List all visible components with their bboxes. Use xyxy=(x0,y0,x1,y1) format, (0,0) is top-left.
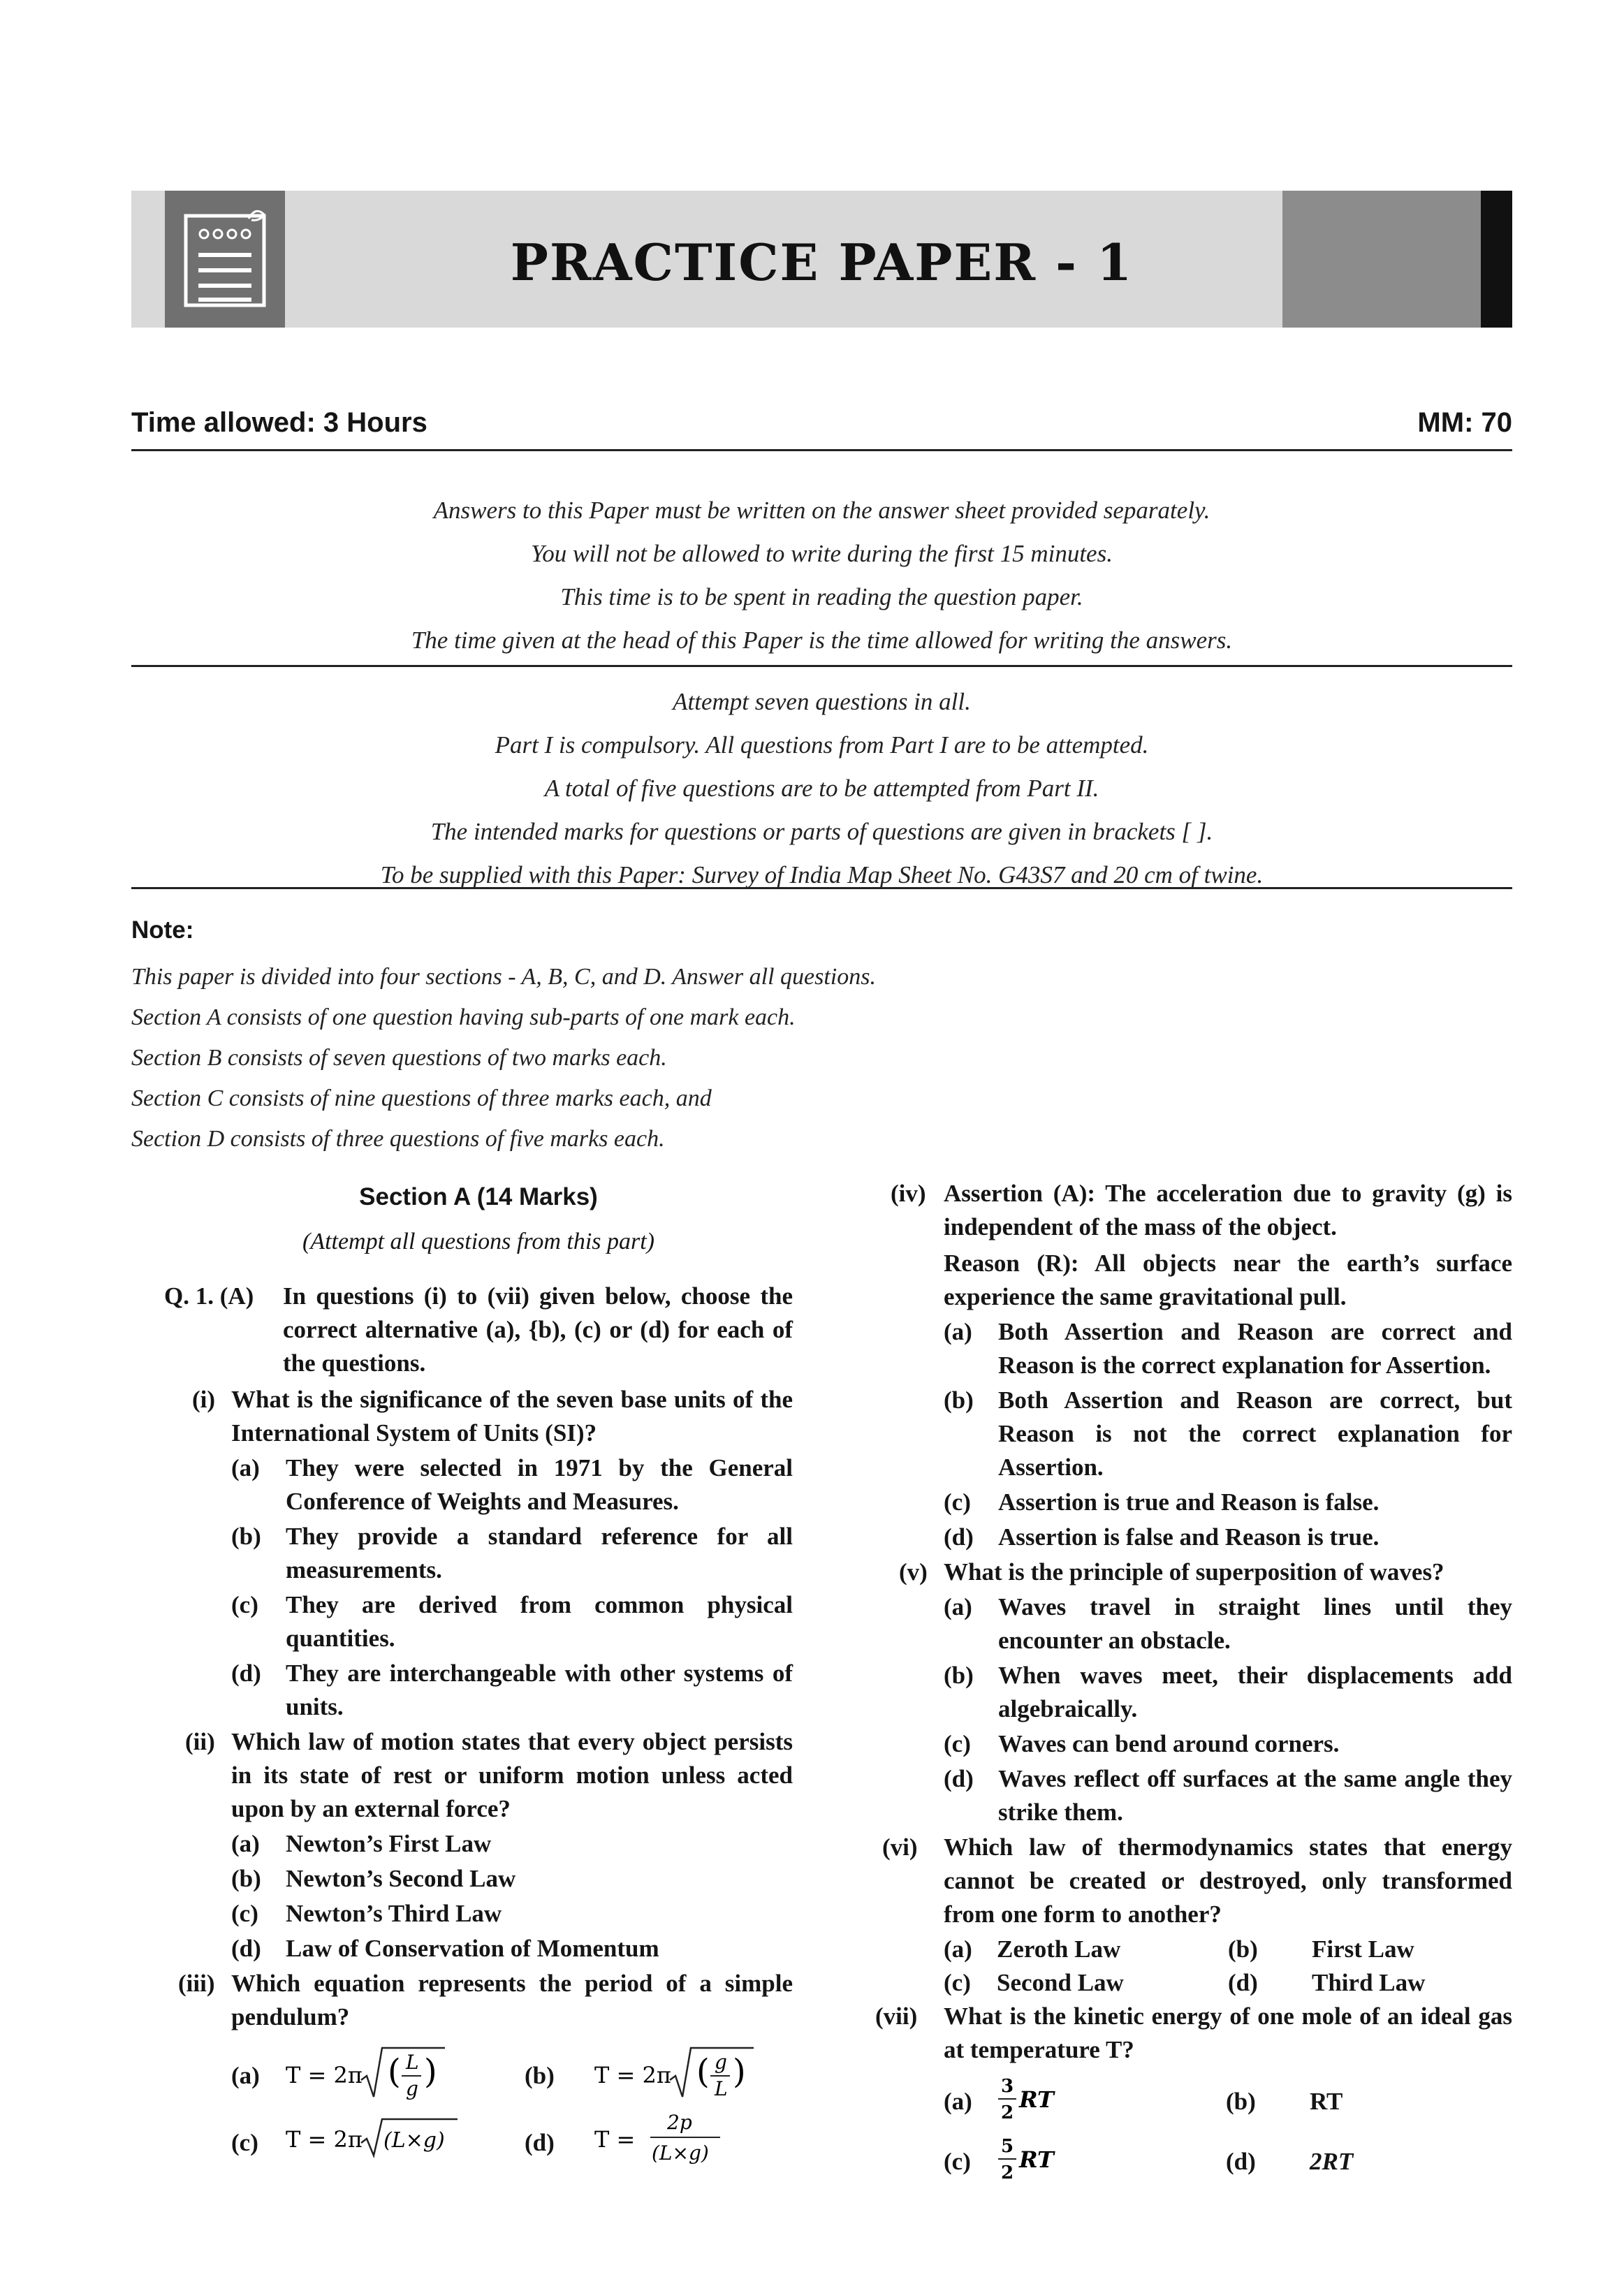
svg-text:RT: RT xyxy=(1019,2086,1054,2113)
options-grid xyxy=(944,1933,1512,2000)
option-text: When waves meet, their displacements add algebraically. xyxy=(998,1662,1512,1722)
option xyxy=(877,1659,1512,1726)
option-label: (a) xyxy=(944,1593,972,1620)
formula-d xyxy=(594,2108,762,2177)
option-label: (b) xyxy=(231,1523,261,1550)
instructions-general xyxy=(131,489,1512,662)
option-text: Waves reflect off surfaces at the same angle they strike them. xyxy=(998,1765,1512,1826)
note-list xyxy=(131,957,876,1159)
option xyxy=(231,2044,525,2108)
question-text: In questions (i) to (vii) given below, choose the correct alternative (a), {b), (c) or (d) for each of the questions. xyxy=(283,1282,793,1377)
option-label: (d) xyxy=(944,1523,974,1551)
option-label: (d) xyxy=(525,2129,555,2156)
option-label: (d) xyxy=(1226,2148,1256,2175)
question-1a xyxy=(164,1280,793,1380)
question-number: Q. 1. (A) xyxy=(164,1282,254,1310)
option xyxy=(877,1315,1512,1382)
option xyxy=(525,2108,818,2168)
item-label: (vii) xyxy=(875,2003,918,2030)
item-vii xyxy=(877,2000,1512,2067)
option xyxy=(944,1933,1228,1966)
divider xyxy=(131,665,1512,667)
option-label: (c) xyxy=(231,1900,258,1927)
svg-text:(L×g): (L×g) xyxy=(383,2128,445,2153)
item-text: Which law of motion states that every object persists in its state of rest or uniform motion unless acted upon by an external force? xyxy=(231,1728,793,1822)
option-label: (c) xyxy=(944,1969,971,1996)
options-grid xyxy=(944,2070,1512,2190)
option xyxy=(231,2108,525,2168)
option-text: Newton’s First Law xyxy=(286,1830,492,1857)
option xyxy=(164,1862,793,1896)
option-label: (d) xyxy=(231,1935,261,1962)
option-text: They were selected in 1971 by the General Conference of Weights and Measures. xyxy=(286,1454,793,1515)
svg-text:g: g xyxy=(406,2077,418,2100)
formula-a xyxy=(286,2044,453,2116)
option xyxy=(877,1486,1512,1519)
note-heading: Note: xyxy=(131,916,194,944)
option xyxy=(877,1727,1512,1761)
option-text: Third Law xyxy=(1312,1969,1426,1996)
option xyxy=(944,2130,1226,2190)
option xyxy=(877,1762,1512,1829)
note-line: This paper is divided into four sections - A, B, C, and D. Answer all questions. xyxy=(131,964,876,990)
option-text: They are interchangeable with other systems of units. xyxy=(286,1660,793,1720)
note-line: Section C consists of nine questions of three marks each, and xyxy=(131,1085,712,1111)
svg-text:2: 2 xyxy=(1001,2102,1014,2123)
option-text: Both Assertion and Reason are correct, but Reason is not the correct explanation for Assertion. xyxy=(998,1386,1512,1481)
option-label: (b) xyxy=(231,1865,261,1892)
instruction-line: This time is to be spent in reading the question paper. xyxy=(560,583,1083,610)
item-label: (vi) xyxy=(882,1833,918,1861)
item-label: (iv) xyxy=(891,1180,926,1207)
option-text: Second Law xyxy=(997,1969,1124,1996)
option-text: Assertion is false and Reason is true. xyxy=(998,1523,1380,1551)
time-allowed: Time allowed: 3 Hours xyxy=(131,407,427,438)
option-text: Law of Conservation of Momentum xyxy=(286,1935,659,1962)
reason xyxy=(877,1247,1512,1314)
option xyxy=(1228,1966,1512,2000)
instruction-line: Answers to this Paper must be written on the answer sheet provided separately. xyxy=(433,497,1210,524)
options-grid xyxy=(231,2044,793,2168)
svg-text:T =: T = xyxy=(594,2126,636,2153)
option xyxy=(944,1966,1228,2000)
svg-text:(: ( xyxy=(388,2052,401,2091)
page-title: PRACTICE PAPER - 1 xyxy=(510,233,1134,292)
option xyxy=(164,1932,793,1965)
right-column xyxy=(877,1177,1512,2190)
note-line: Section A consists of one question having sub-parts of one mark each. xyxy=(131,1004,796,1030)
option xyxy=(164,1451,793,1518)
option-text: They provide a standard reference for all measurements. xyxy=(286,1523,793,1583)
svg-text:2p: 2p xyxy=(667,2111,692,2134)
item-i xyxy=(164,1383,793,1450)
instructions-attempt xyxy=(131,680,1512,897)
item-label: (ii) xyxy=(185,1728,215,1755)
assertion-text: Assertion (A): The acceleration due to gravity (g) is independent of the mass of the object. xyxy=(944,1180,1512,1240)
svg-text:L: L xyxy=(715,2077,728,2100)
option-text: Zeroth Law xyxy=(997,1935,1121,1963)
option-text: 2RT xyxy=(1310,2148,1354,2175)
option-label: (a) xyxy=(231,1454,260,1481)
option xyxy=(164,1657,793,1724)
option xyxy=(164,1520,793,1587)
header-banner xyxy=(131,191,1512,328)
option xyxy=(944,2070,1226,2130)
option xyxy=(877,1521,1512,1554)
formula-b xyxy=(594,2044,762,2116)
option-text: They are derived from common physical quantities. xyxy=(286,1591,793,1652)
formula-c xyxy=(286,2108,467,2177)
instruction-line: Part I is compulsory. All questions from Part I are to be attempted. xyxy=(495,731,1149,759)
reason-text: Reason (R): All objects near the earth’s surface experience the same gravitational pull. xyxy=(944,1250,1512,1310)
option-text: First Law xyxy=(1312,1935,1414,1963)
item-text: What is the significance of the seven base units of the International System of Units (SI)? xyxy=(231,1386,793,1447)
option-label: (a) xyxy=(231,2062,260,2089)
option-label: (b) xyxy=(944,1386,974,1414)
option-label: (d) xyxy=(1228,1969,1258,1996)
item-text: What is the principle of superposition of waves? xyxy=(944,1558,1444,1586)
svg-text:(: ( xyxy=(696,2052,710,2091)
option-label: (d) xyxy=(231,1660,261,1687)
option xyxy=(877,1590,1512,1657)
item-v xyxy=(877,1555,1512,1589)
option xyxy=(1226,2070,1508,2130)
option-label: (b) xyxy=(525,2062,555,2089)
option-text: RT xyxy=(1310,2088,1343,2115)
svg-text:T = 2π: T = 2π xyxy=(286,2062,363,2088)
item-text: Which law of thermodynamics states that energy cannot be created or destroyed, only transformed from one form to another? xyxy=(944,1833,1512,1928)
item-text: Which equation represents the period of a simple pendulum? xyxy=(231,1970,793,2030)
formula-three-halves-rt xyxy=(997,2070,1081,2137)
svg-text:T = 2π: T = 2π xyxy=(594,2062,671,2088)
instruction-line: You will not be allowed to write during the first 15 minutes. xyxy=(531,540,1113,567)
option-text: Assertion is true and Reason is false. xyxy=(998,1488,1380,1516)
item-vi xyxy=(877,1831,1512,1931)
option-text: Waves can bend around corners. xyxy=(998,1730,1340,1757)
max-marks: MM: 70 xyxy=(1417,407,1512,438)
option-label: (b) xyxy=(944,1662,974,1689)
svg-text:RT: RT xyxy=(1019,2146,1054,2173)
option-label: (c) xyxy=(944,1730,971,1757)
item-label: (i) xyxy=(192,1386,216,1413)
note-line: Section B consists of seven questions of two marks each. xyxy=(131,1045,667,1071)
instruction-line: The time given at the head of this Paper is the time allowed for writing the answers. xyxy=(411,627,1233,654)
option-label: (a) xyxy=(944,1935,972,1963)
option xyxy=(1226,2130,1508,2190)
option-label: (c) xyxy=(231,2129,258,2156)
option-label: (b) xyxy=(1228,1935,1258,1963)
option xyxy=(164,1588,793,1655)
option-text: Newton’s Second Law xyxy=(286,1865,516,1892)
item-ii xyxy=(164,1725,793,1826)
item-label: (iii) xyxy=(178,1970,215,1997)
option-label: (a) xyxy=(231,1830,260,1857)
option-text: Both Assertion and Reason are correct and Reason is the correct explanation for Assertion. xyxy=(998,1318,1512,1379)
divider xyxy=(131,887,1512,889)
svg-text:T = 2π: T = 2π xyxy=(286,2126,363,2153)
section-subtitle: (Attempt all questions from this part) xyxy=(302,1229,654,1254)
option-label: (c) xyxy=(231,1591,258,1618)
instruction-line: The intended marks for questions or parts of questions are given in brackets [ ]. xyxy=(430,818,1213,845)
option xyxy=(525,2044,818,2108)
svg-text:2: 2 xyxy=(1001,2162,1014,2183)
option xyxy=(877,1384,1512,1484)
item-iii xyxy=(164,1967,793,2034)
instruction-line: Attempt seven questions in all. xyxy=(673,688,971,715)
option xyxy=(164,1827,793,1861)
option-label: (a) xyxy=(944,1318,972,1345)
option xyxy=(1228,1933,1512,1966)
svg-text:(L×g): (L×g) xyxy=(652,2142,709,2165)
item-iv xyxy=(877,1177,1512,1244)
item-text: What is the kinetic energy of one mole of an ideal gas at temperature T? xyxy=(944,2003,1512,2063)
svg-text:g: g xyxy=(715,2051,727,2074)
meta-row xyxy=(131,407,1512,451)
svg-text:): ) xyxy=(733,2052,746,2091)
option-label: (d) xyxy=(944,1765,974,1792)
option-text: Newton’s Third Law xyxy=(286,1900,502,1927)
svg-text:5: 5 xyxy=(1001,2136,1014,2157)
formula-five-halves-rt xyxy=(997,2130,1081,2197)
note-line: Section D consists of three questions of five marks each. xyxy=(131,1126,665,1152)
svg-text:): ) xyxy=(424,2052,437,2091)
option-text: Waves travel in straight lines until they encounter an obstacle. xyxy=(998,1593,1512,1654)
option xyxy=(164,1897,793,1931)
option-label: (c) xyxy=(944,1488,971,1516)
svg-text:3: 3 xyxy=(1001,2076,1014,2097)
instruction-line: A total of five questions are to be attempted from Part II. xyxy=(544,775,1099,802)
left-column xyxy=(164,1180,793,2168)
svg-text:L: L xyxy=(406,2051,419,2074)
option-label: (b) xyxy=(1226,2088,1256,2115)
option-label: (c) xyxy=(944,2148,971,2175)
option-label: (a) xyxy=(944,2088,972,2115)
instruction-line: To be supplied with this Paper: Survey of India Map Sheet No. G43S7 and 20 cm of twine. xyxy=(380,861,1264,888)
section-title: Section A (14 Marks) xyxy=(359,1183,598,1210)
item-label: (v) xyxy=(899,1558,928,1586)
